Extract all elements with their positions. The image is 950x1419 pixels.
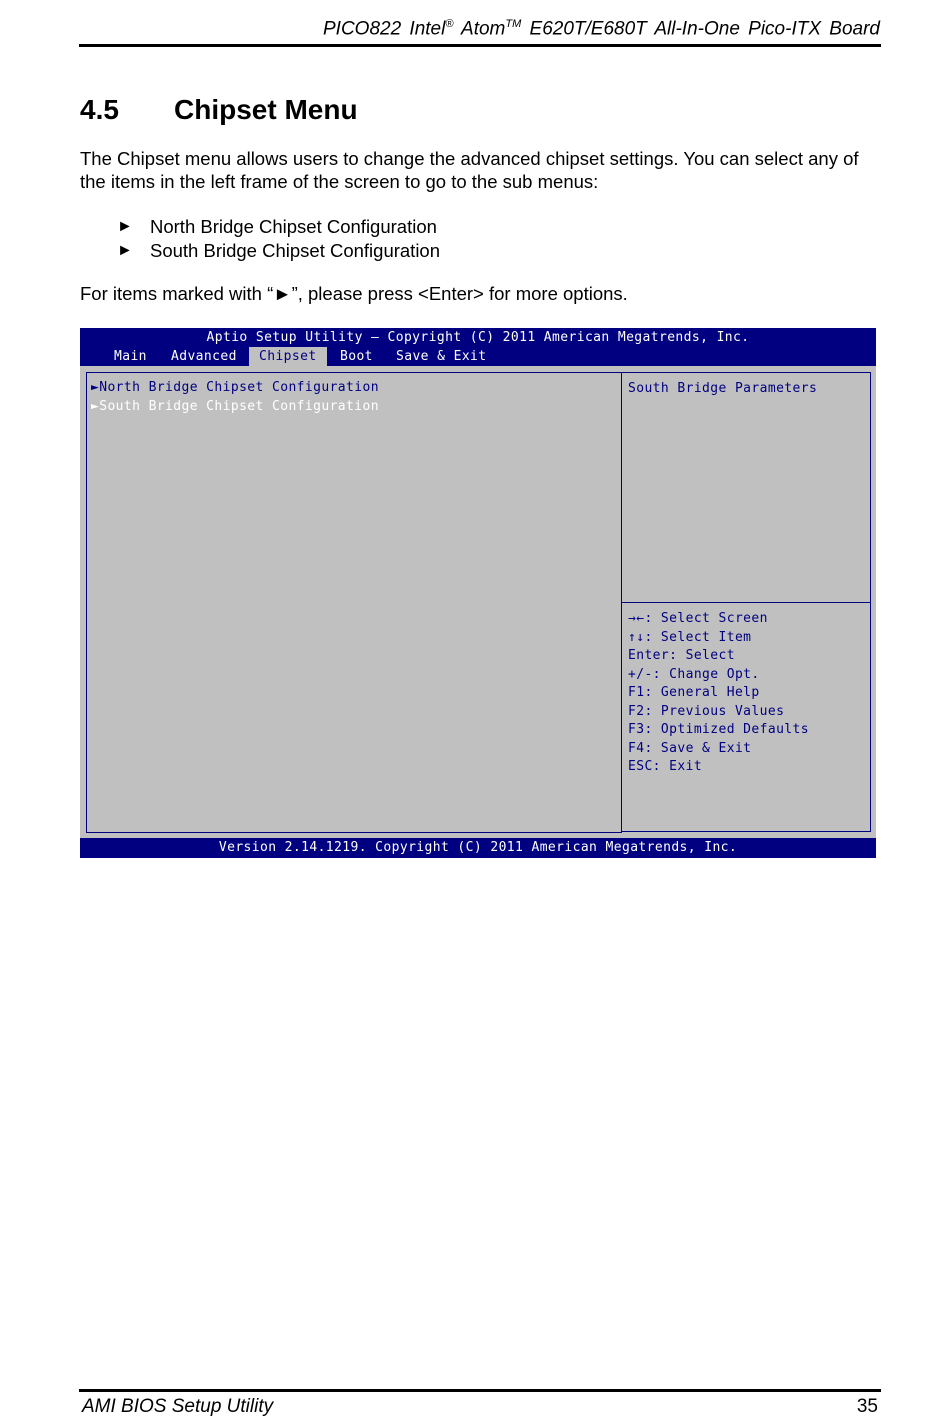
menu-item-north-bridge[interactable]: ►North Bridge Chipset Configuration [91,380,379,395]
header-rule [79,44,881,47]
bios-title: Aptio Setup Utility – Copyright (C) 2011 American Megatrends, Inc. [206,330,750,345]
key-legend-item: ↑↓: Select Item [628,629,752,645]
bios-body [80,366,876,838]
header-text-2: Atom [453,18,506,40]
footer-rule [79,1389,881,1392]
help-frame [621,372,871,603]
bios-version-footer: Version 2.14.1219. Copyright (C) 2011 American Megatrends, Inc. [218,840,738,855]
footer-title: AMI BIOS Setup Utility [82,1396,274,1417]
page-number: 35 [856,1396,878,1417]
header-text-1: PICO822 Intel [323,18,446,40]
bios-tab-bar [80,347,876,366]
key-legend-item: F1: General Help [628,685,760,700]
key-legend [628,610,809,777]
key-legend-item: F4: Save & Exit [628,740,752,756]
bullet-item [117,215,440,239]
bios-screenshot [80,328,876,858]
bullet-label: North Bridge Chipset Configuration [150,216,437,237]
tab-advanced[interactable]: Advanced [171,349,237,364]
tab-chipset[interactable]: Chipset [249,347,327,366]
registered-mark: ® [445,18,454,30]
bullet-label: South Bridge Chipset Configuration [150,240,441,261]
tab-boot[interactable]: Boot [340,349,373,364]
page-header [80,18,880,40]
key-legend-item: F2: Previous Values [628,703,785,719]
arrow-icon: ► [117,242,133,259]
section-heading [80,94,358,126]
menu-frame [86,372,622,833]
section-number: 4.5 [80,94,119,125]
section-title: Chipset Menu [174,94,358,125]
help-text: South Bridge Parameters [628,381,818,396]
key-legend-item: ESC: Exit [628,759,703,774]
key-legend-item: →←: Select Screen [628,611,768,626]
enter-note: For items marked with “►”, please press <Enter> for more options. [80,283,628,304]
trademark-mark: TM [505,18,522,30]
intro-paragraph: The Chipset menu allows users to change the advanced chipset settings. You can select any of the items in the left frame of the screen to go to the sub menus: [80,148,859,192]
bullet-list [117,215,440,263]
tab-main[interactable]: Main [114,349,147,364]
menu-item-south-bridge[interactable]: ►South Bridge Chipset Configuration [91,399,379,414]
key-legend-item: Enter: Select [628,648,735,663]
bullet-item [117,239,440,263]
key-legend-item: +/-: Change Opt. [628,666,760,682]
tab-save-exit[interactable]: Save & Exit [396,349,487,364]
arrow-icon: ► [117,218,133,235]
header-text-3: E620T/E680T All-In-One Pico-ITX Board [521,18,880,40]
key-legend-item: F3: Optimized Defaults [628,722,809,737]
key-legend-frame [621,602,871,832]
